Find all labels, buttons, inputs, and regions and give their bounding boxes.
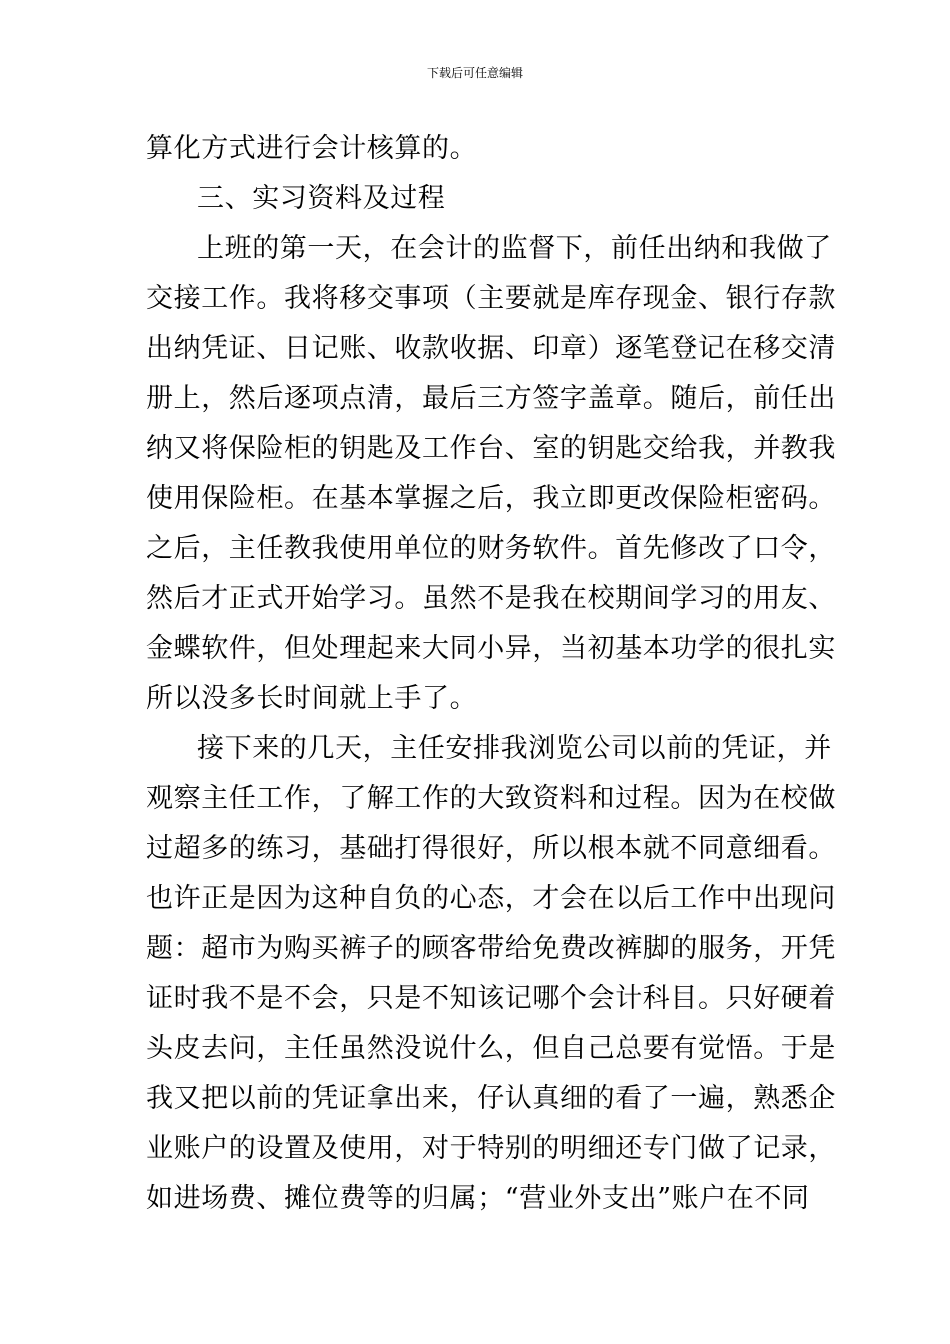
text-line: 算化方式进行会计核算的。 [146, 133, 478, 164]
text-line: 也许正是因为这种自负的心态，才会在以后工作中出现问 [146, 883, 836, 914]
text-line: 金蝶软件，但处理起来大同小异，当初基本功学的很扎实 [146, 633, 836, 664]
text-line: 如进场费、摊位费等的归属；“营业外支出”账户在不同 [146, 1183, 810, 1214]
text-line: 使用保险柜。在基本掌握之后，我立即更改保险柜密码。 [146, 483, 836, 514]
text-line: 交接工作。我将移交事项（主要就是库存现金、银行存款 [146, 283, 836, 314]
text-line: 之后，主任教我使用单位的财务软件。首先修改了口令， [146, 533, 836, 564]
section-heading: 三、实习资料及过程 [197, 183, 446, 214]
text-line: 观察主任工作，了解工作的大致资料和过程。因为在校做 [146, 783, 836, 814]
text-line: 证时我不是不会，只是不知该记哪个会计科目。只好硬着 [146, 983, 836, 1014]
text-line: 过超多的练习，基础打得很好，所以根本就不同意细看。 [146, 833, 836, 864]
text-line: 头皮去问，主任虽然没说什么，但自己总要有觉悟。于是 [146, 1033, 836, 1064]
text-line: 接下来的几天，主任安排我浏览公司以前的凭证，并 [197, 733, 832, 764]
text-line: 然后才正式开始学习。虽然不是我在校期间学习的用友、 [146, 583, 836, 614]
text-line: 我又把以前的凭证拿出来，仔认真细的看了一遍，熟悉企 [146, 1083, 836, 1114]
text-line: 上班的第一天，在会计的监督下，前任出纳和我做了 [197, 233, 832, 264]
text-line: 题：超市为购买裤子的顾客带给免费改裤脚的服务，开凭 [146, 933, 836, 964]
page-header: 下载后可任意编辑 [426, 66, 523, 80]
text-line: 册上，然后逐项点清，最后三方签字盖章。随后，前任出 [146, 383, 836, 414]
text-line: 所以没多长时间就上手了。 [146, 683, 478, 714]
text-line: 纳又将保险柜的钥匙及工作台、室的钥匙交给我，并教我 [146, 433, 836, 464]
text-line: 出纳凭证、日记账、收款收据、印章）逐笔登记在移交清 [146, 333, 836, 364]
text-line: 业账户的设置及使用，对于特别的明细还专门做了记录， [146, 1133, 836, 1164]
